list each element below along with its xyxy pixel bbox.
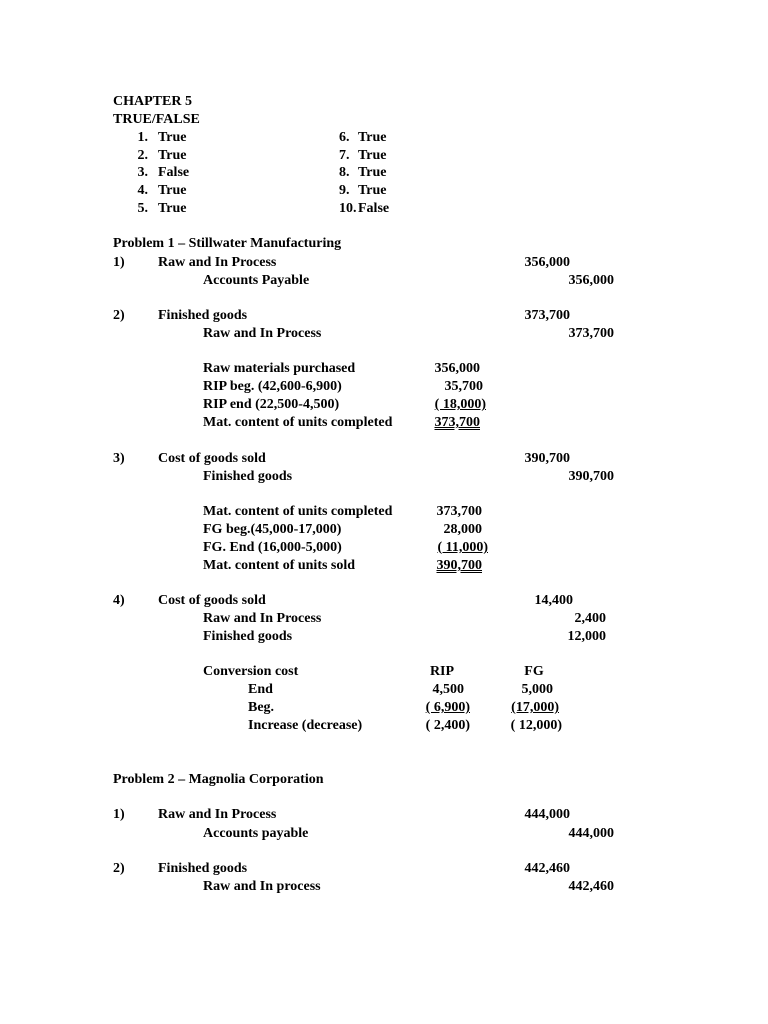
- credit-amount: 442,460: [568, 879, 614, 894]
- problem-1-title: Problem 1 – Stillwater Manufacturing: [113, 236, 342, 251]
- credit-amount: 390,700: [568, 469, 614, 484]
- tf-answer: True: [158, 183, 187, 198]
- tf-answer: True: [358, 130, 387, 145]
- debit-account: Finished goods: [158, 861, 248, 876]
- conversion-fg-value: 5,000: [521, 682, 553, 697]
- debit-amount: 14,400: [534, 593, 573, 608]
- credit-account: Accounts payable: [203, 826, 309, 841]
- calc-label: RIP end (22,500-4,500): [203, 397, 340, 412]
- credit-account: Finished goods: [203, 469, 293, 484]
- credit-account: Finished goods: [203, 629, 293, 644]
- conversion-cost-label: Conversion cost: [203, 664, 299, 679]
- tf-answer: False: [158, 165, 190, 180]
- calc-total: 390,700: [436, 558, 482, 573]
- tf-answer: True: [358, 165, 387, 180]
- tf-number: 10.: [339, 201, 357, 216]
- calc-value: 28,000: [443, 522, 482, 537]
- tf-number: 8.: [339, 165, 350, 180]
- calc-label: Mat. content of units completed: [203, 415, 393, 430]
- calc-value: 35,700: [444, 379, 483, 394]
- column-header-fg: FG: [524, 664, 544, 679]
- debit-amount: 444,000: [524, 807, 570, 822]
- credit-account: Accounts Payable: [203, 273, 310, 288]
- conversion-fg-value: (17,000): [511, 700, 559, 715]
- conversion-rip-value: 4,500: [432, 682, 464, 697]
- tf-number: 2.: [137, 148, 148, 163]
- calc-label: Raw materials purchased: [203, 361, 356, 376]
- tf-answer: True: [158, 201, 187, 216]
- entry-number: 2): [113, 861, 125, 876]
- tf-number: 4.: [137, 183, 148, 198]
- credit-account: Raw and In Process: [203, 611, 322, 626]
- column-header-rip: RIP: [429, 664, 455, 679]
- calc-value: ( 18,000): [434, 397, 486, 412]
- debit-account: Cost of goods sold: [158, 451, 266, 466]
- debit-account: Finished goods: [158, 308, 248, 323]
- credit-amount: 444,000: [568, 826, 614, 841]
- tf-answer: True: [158, 148, 187, 163]
- debit-amount: 373,700: [524, 308, 570, 323]
- conversion-row-label: End: [248, 682, 273, 697]
- credit-account: Raw and In process: [203, 879, 321, 894]
- tf-number: 7.: [339, 148, 350, 163]
- credit-amount: 12,000: [567, 629, 606, 644]
- tf-number: 5.: [137, 201, 148, 216]
- calc-value: ( 11,000): [437, 540, 488, 555]
- tf-number: 9.: [339, 183, 350, 198]
- entry-number: 3): [113, 451, 125, 466]
- conversion-row-label: Increase (decrease): [248, 718, 363, 733]
- chapter-heading: CHAPTER 5: [113, 94, 192, 109]
- true-false-heading: TRUE/FALSE: [113, 112, 200, 127]
- calc-value: 356,000: [434, 361, 480, 376]
- conversion-rip-value: ( 6,900): [425, 700, 470, 715]
- entry-number: 2): [113, 308, 125, 323]
- credit-amount: 373,700: [568, 326, 614, 341]
- conversion-row-label: Beg.: [248, 700, 275, 715]
- tf-answer: False: [358, 201, 390, 216]
- debit-account: Raw and In Process: [158, 255, 277, 270]
- tf-number: 3.: [137, 165, 148, 180]
- debit-amount: 442,460: [524, 861, 570, 876]
- conversion-fg-value: ( 12,000): [510, 718, 562, 733]
- tf-answer: True: [158, 130, 187, 145]
- calc-label: Mat. content of units completed: [203, 504, 393, 519]
- entry-number: 1): [113, 807, 125, 822]
- problem-2-title: Problem 2 – Magnolia Corporation: [113, 772, 324, 787]
- entry-number: 1): [113, 255, 125, 270]
- credit-account: Raw and In Process: [203, 326, 322, 341]
- calc-label: FG. End (16,000-5,000): [203, 540, 342, 555]
- calc-value: 373,700: [436, 504, 482, 519]
- calc-label: RIP beg. (42,600-6,900): [203, 379, 342, 394]
- tf-number: 6.: [339, 130, 350, 145]
- debit-account: Cost of goods sold: [158, 593, 266, 608]
- debit-amount: 356,000: [524, 255, 570, 270]
- credit-amount: 356,000: [568, 273, 614, 288]
- calc-label: Mat. content of units sold: [203, 558, 356, 573]
- tf-number: 1.: [137, 130, 148, 145]
- calc-label: FG beg.(45,000-17,000): [203, 522, 342, 537]
- credit-amount: 2,400: [574, 611, 606, 626]
- conversion-rip-value: ( 2,400): [425, 718, 470, 733]
- entry-number: 4): [113, 593, 125, 608]
- debit-account: Raw and In Process: [158, 807, 277, 822]
- tf-answer: True: [358, 148, 387, 163]
- calc-total: 373,700: [434, 415, 480, 430]
- tf-answer: True: [358, 183, 387, 198]
- debit-amount: 390,700: [524, 451, 570, 466]
